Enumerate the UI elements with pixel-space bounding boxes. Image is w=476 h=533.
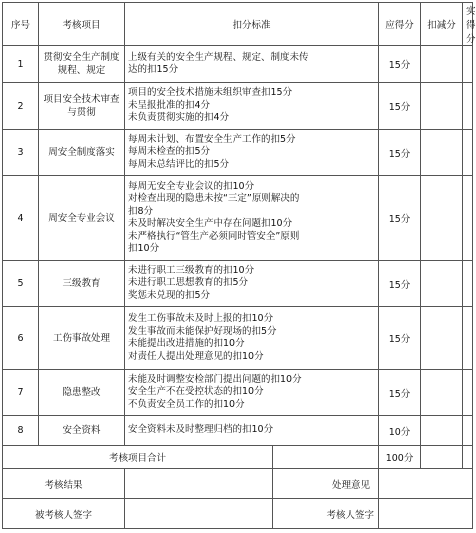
table-row: [3, 370, 473, 416]
row-item: 工伤事故处理: [39, 307, 125, 370]
total-deduct-cell[interactable]: [421, 446, 463, 469]
row-points: 15分: [379, 261, 421, 307]
row-criteria: [125, 370, 379, 416]
criteria-line: 达的扣15分: [128, 64, 179, 75]
table-row: [3, 416, 473, 446]
criteria-line: 每周无安全专业会议的扣10分: [128, 180, 255, 192]
criteria-line: 扣10分: [128, 243, 160, 254]
result-label: 考核结果: [3, 469, 125, 499]
table-row: [3, 261, 473, 307]
row-number: 3: [3, 130, 39, 176]
row-deduct-cell[interactable]: [421, 261, 463, 307]
row-deduct-cell[interactable]: [421, 307, 463, 370]
criteria-line: 未能提出改进措施的扣10分: [128, 338, 245, 349]
criteria-line: 发生事故而未能保护好现场的扣5分: [128, 325, 277, 337]
row-criteria: [125, 176, 379, 261]
row-item: 三级教育: [39, 261, 125, 307]
row-deduct-cell[interactable]: [421, 176, 463, 261]
row-number: 8: [3, 416, 39, 446]
criteria-line: 不负责安全员工作的扣10分: [128, 398, 245, 410]
criteria-line: 未呈报批准的扣4分: [128, 99, 211, 111]
row-points: 15分: [379, 370, 421, 416]
header-no: 序号: [3, 3, 39, 46]
row-deduct-cell[interactable]: [421, 416, 463, 446]
row-deduct-cell[interactable]: [421, 83, 463, 130]
criteria-line: 未负责贯彻实施的扣4分: [128, 112, 230, 124]
criteria-line: 每周未计划、布置安全生产工作的扣5分: [128, 133, 296, 145]
total-label: 考核项目合计: [3, 446, 273, 469]
row-number: 5: [3, 261, 39, 307]
row-criteria: [125, 261, 379, 307]
criteria-line: 未进行职工三级教育的扣10分: [128, 264, 255, 276]
assessor-sign-cell[interactable]: [379, 499, 473, 529]
row-number: 7: [3, 370, 39, 416]
row-actual-cell[interactable]: [463, 416, 473, 446]
criteria-line: 对责任人提出处理意见的扣10分: [128, 350, 264, 362]
criteria-line: 项目的安全技术措施未组织审查扣15分: [128, 87, 293, 99]
row-item: 隐患整改: [39, 370, 125, 416]
row-actual-cell[interactable]: [463, 46, 473, 83]
row-deduct-cell[interactable]: [421, 46, 463, 83]
row-criteria: [125, 46, 379, 83]
row-item: 周安全专业会议: [39, 176, 125, 261]
row-number: 2: [3, 83, 39, 130]
total-row: [3, 446, 473, 469]
criteria-line: 上级有关的安全生产规程、规定、制度未传: [128, 51, 309, 63]
criteria-line: 未能及时调整安检部门提出问题的扣10分: [128, 373, 302, 385]
criteria-line: 发生工伤事故未及时上报的扣10分: [128, 313, 274, 324]
result-row: [3, 469, 473, 499]
row-item: 项目安全技术审查与贯彻: [39, 83, 125, 130]
row-points: 10分: [379, 416, 421, 446]
row-criteria: [125, 416, 379, 446]
table-row: [3, 46, 473, 83]
row-criteria: [125, 130, 379, 176]
total-blank: [273, 446, 379, 469]
assessment-table: [2, 2, 476, 529]
row-item: 贯彻安全生产制度规程、规定: [39, 46, 125, 83]
row-actual-cell[interactable]: [463, 176, 473, 261]
total-points: 100分: [379, 446, 421, 469]
row-number: 6: [3, 307, 39, 370]
criteria-line: 安全资料未及时整理归档的扣10分: [128, 424, 274, 436]
row-points: 15分: [379, 83, 421, 130]
row-actual-cell[interactable]: [463, 307, 473, 370]
opinion-value-cell[interactable]: [379, 469, 473, 499]
sign-row: [3, 499, 473, 529]
criteria-line: 每周未总结评比的扣5分: [128, 158, 230, 170]
table-row: [3, 307, 473, 370]
header-criteria: 扣分标准: [125, 3, 379, 46]
table-row: [3, 176, 473, 261]
criteria-line: 扣8分: [128, 205, 154, 217]
row-item: 安全资料: [39, 416, 125, 446]
criteria-line: 奖惩未兑现的扣5分: [128, 289, 211, 301]
row-number: 1: [3, 46, 39, 83]
header-actual: 实得分: [463, 3, 473, 46]
header-item: 考核项目: [39, 3, 125, 46]
total-actual-cell[interactable]: [463, 446, 473, 469]
assessor-sign-label: 考核人签字: [273, 499, 379, 529]
row-criteria: [125, 307, 379, 370]
row-actual-cell[interactable]: [463, 261, 473, 307]
header-points: 应得分: [379, 3, 421, 46]
criteria-line: 未进行职工思想教育的扣5分: [128, 277, 249, 289]
row-item: 周安全制度落实: [39, 130, 125, 176]
criteria-line: 每周未检查的扣5分: [128, 146, 211, 158]
criteria-line: 对检查出现的隐患未按“三定”原则解决的: [128, 193, 300, 204]
header-row: [3, 3, 473, 46]
row-actual-cell[interactable]: [463, 130, 473, 176]
criteria-line: 未严格执行“管生产必须同时管安全”原则: [128, 230, 300, 242]
row-actual-cell[interactable]: [463, 83, 473, 130]
row-points: 15分: [379, 130, 421, 176]
criteria-line: 安全生产不在受控状态的扣10分: [128, 386, 264, 398]
table-body: [3, 46, 473, 446]
opinion-label: 处理意见: [273, 469, 379, 499]
header-deduct: 扣减分: [421, 3, 463, 46]
row-number: 4: [3, 176, 39, 261]
row-points: 15分: [379, 307, 421, 370]
result-value-cell[interactable]: [125, 469, 273, 499]
row-actual-cell[interactable]: [463, 370, 473, 416]
assessee-sign-cell[interactable]: [125, 499, 273, 529]
row-criteria: [125, 83, 379, 130]
table-row: [3, 83, 473, 130]
table-row: [3, 130, 473, 176]
assessee-sign-label: 被考核人签字: [3, 499, 125, 529]
row-points: 15分: [379, 176, 421, 261]
criteria-line: 未及时解决安全生产中存在问题扣10分: [128, 218, 293, 229]
row-deduct-cell[interactable]: [421, 130, 463, 176]
row-points: 15分: [379, 46, 421, 83]
row-deduct-cell[interactable]: [421, 370, 463, 416]
